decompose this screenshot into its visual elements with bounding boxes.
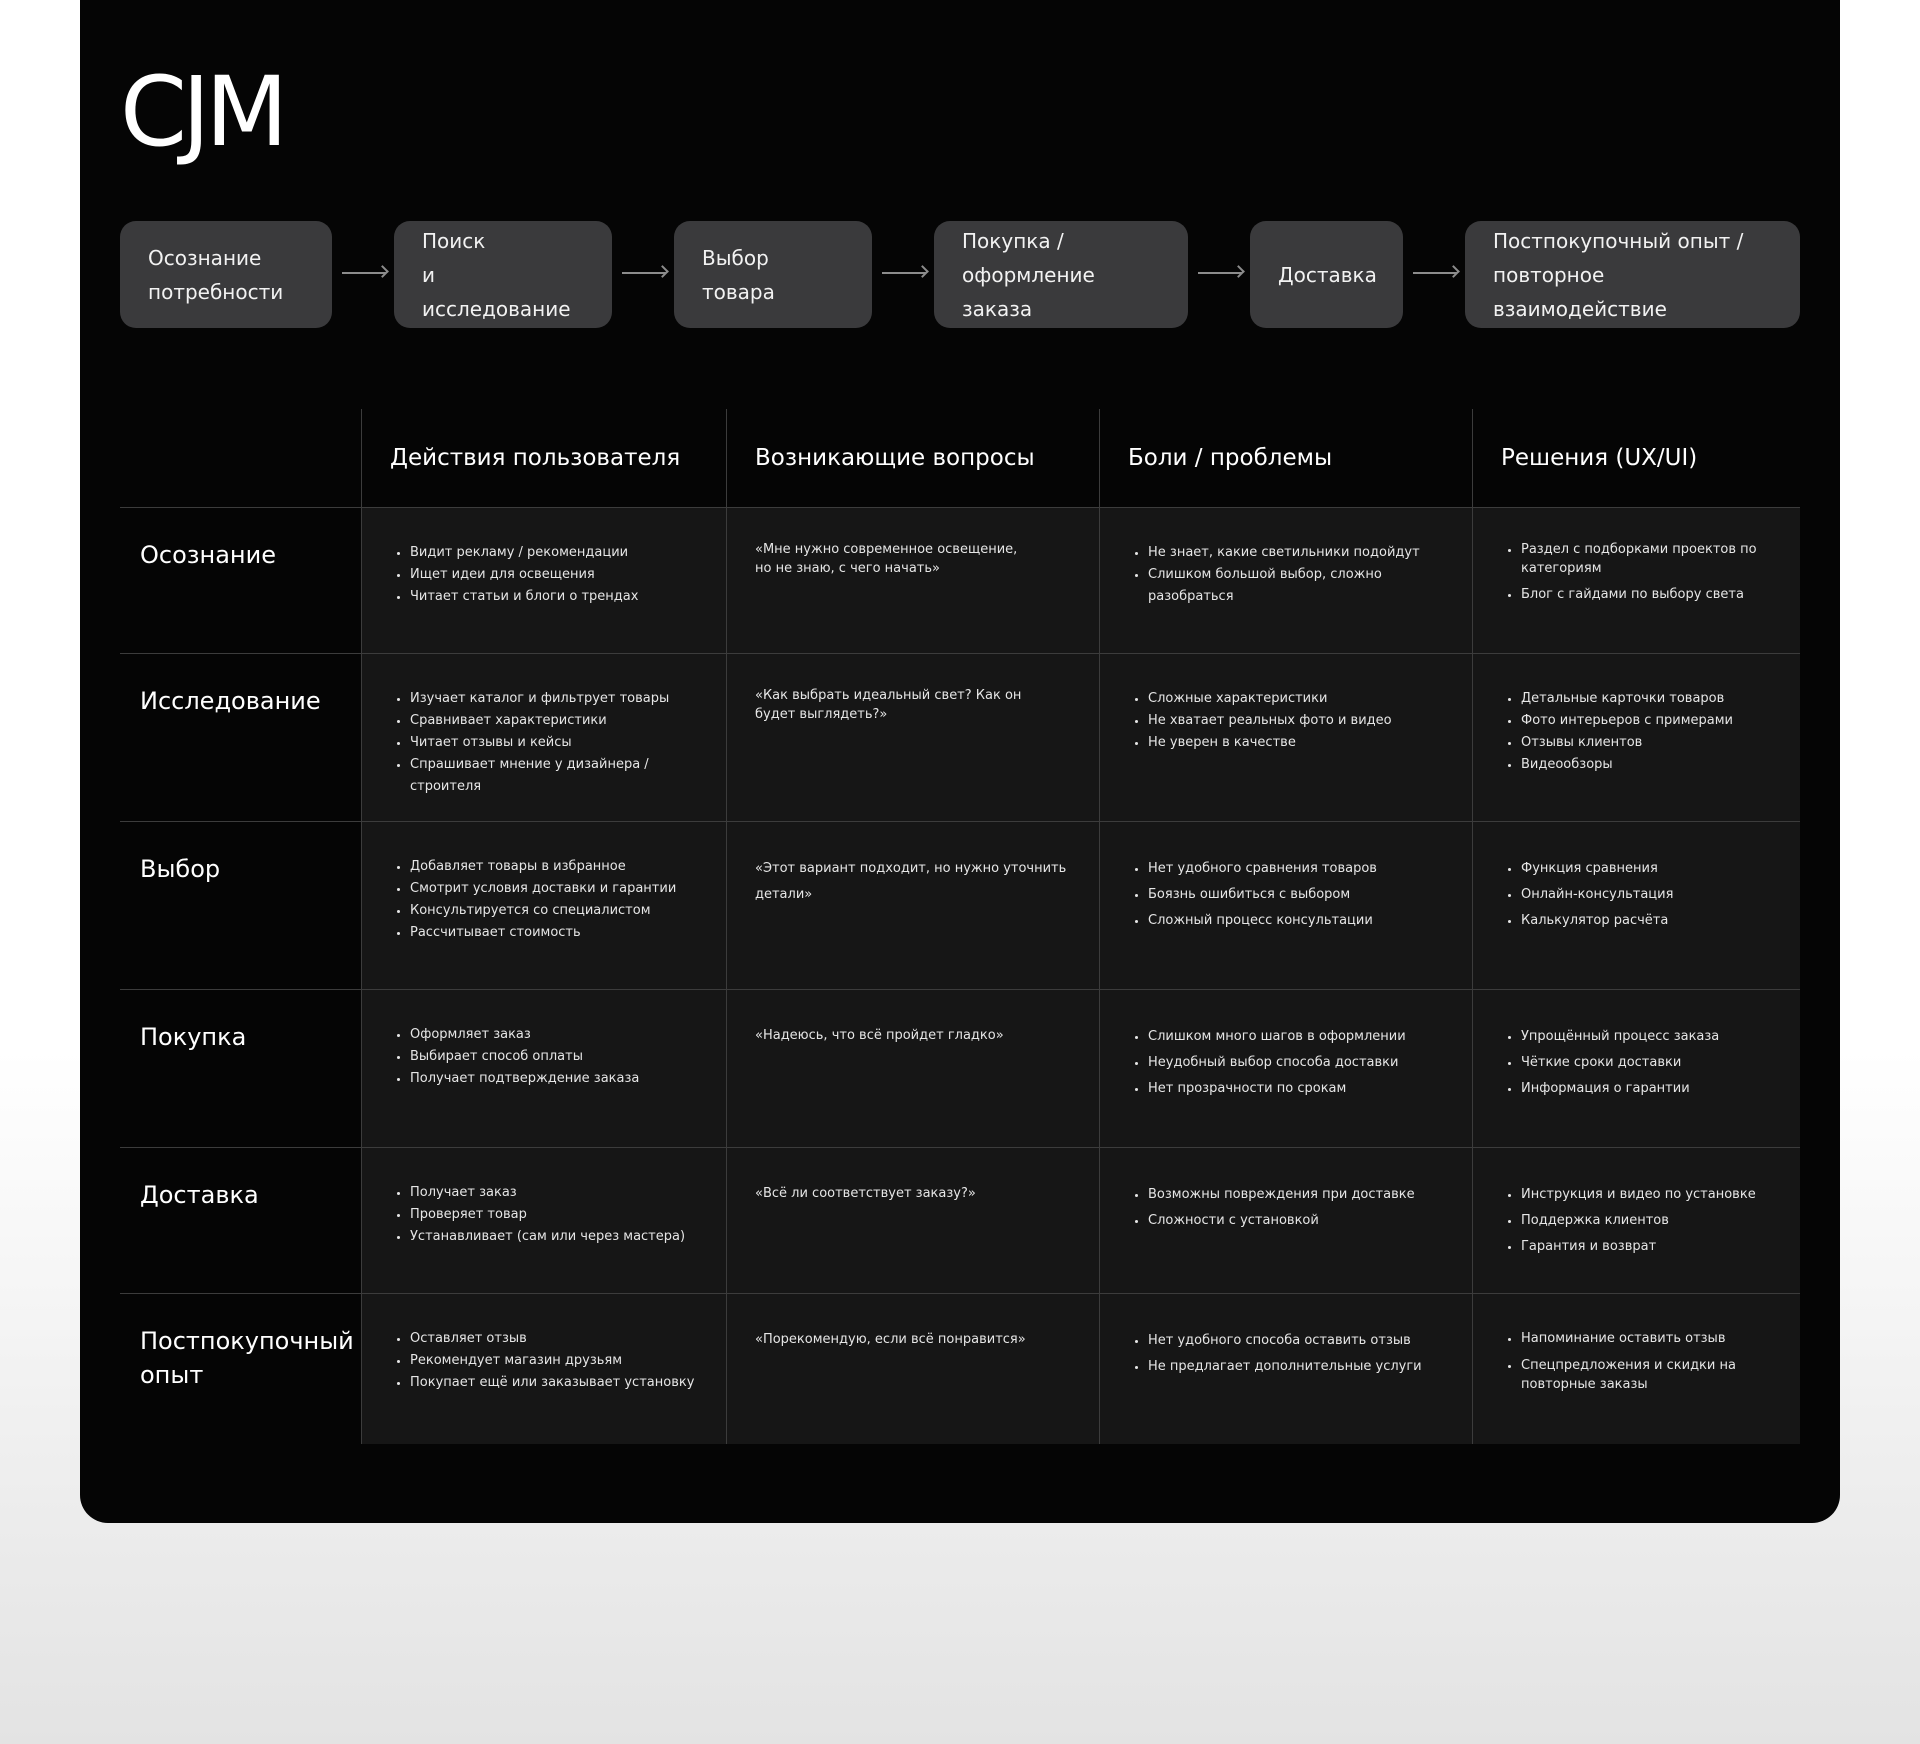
actions-cell	[361, 822, 726, 990]
list-item: • Инструкция и видео по установке	[1521, 1182, 1780, 1208]
list-item: • Информация о гарантии	[1521, 1076, 1780, 1102]
cjm-table	[120, 409, 1800, 1444]
list-item: • Сравнивает характеристики	[410, 710, 706, 732]
list-item: • Не знает, какие светильники подойдут	[1148, 542, 1452, 564]
row-stage-label: Осознание	[120, 508, 361, 654]
actions-cell	[361, 654, 726, 822]
list-item: • Функция сравнения	[1521, 856, 1780, 882]
row-stage-label: Постпокупочный опыт	[120, 1294, 361, 1444]
row-stage-label: Исследование	[120, 654, 361, 822]
flow-stage-search: Поиск и исследование	[394, 221, 612, 328]
list-item: • Отзывы клиентов	[1521, 732, 1780, 754]
solutions-cell	[1472, 822, 1800, 990]
list-item: • Получает подтверждение заказа	[410, 1068, 706, 1090]
solutions-cell	[1472, 990, 1800, 1148]
list-item: • Поддержка клиентов	[1521, 1208, 1780, 1234]
list-item: • Спецпредложения и скидки на повторные заказы	[1521, 1356, 1740, 1394]
arrow-right-icon	[342, 272, 386, 274]
list-item: • Устанавливает (сам или через мастера)	[410, 1226, 706, 1248]
list-item: • Онлайн-консультация	[1521, 882, 1780, 908]
list-item: • Нет удобного способа оставить отзыв	[1148, 1328, 1452, 1354]
solutions-cell	[1472, 1294, 1800, 1444]
row-stage-label: Доставка	[120, 1148, 361, 1294]
list-item: • Нет удобного сравнения товаров	[1148, 856, 1452, 882]
pains-cell	[1099, 654, 1472, 822]
column-header-pains: Боли / проблемы	[1099, 409, 1472, 508]
list-item: • Смотрит условия доставки и гарантии	[410, 878, 706, 900]
list-item: • Добавляет товары в избранное	[410, 856, 706, 878]
question-text: «Этот вариант подходит, но нужно уточнить детали»	[755, 861, 1067, 902]
list-item: • Фото интерьеров с примерами	[1521, 710, 1780, 732]
list-item: • Сложные характеристики	[1148, 688, 1452, 710]
list-item: • Видит рекламу / рекомендации	[410, 542, 706, 564]
list-item: • Гарантия и возврат	[1521, 1234, 1780, 1260]
flow-stage-delivery: Доставка	[1250, 221, 1403, 328]
actions-cell	[361, 1294, 726, 1444]
arrow-right-icon	[622, 272, 666, 274]
list-item: • Раздел с подборками проектов по категориям	[1521, 540, 1760, 578]
question-cell	[726, 1148, 1099, 1294]
pains-cell	[1099, 1148, 1472, 1294]
question-text: «Как выбрать идеальный свет? Как он будет выглядеть?»	[755, 688, 1022, 722]
list-item: • Изучает каталог и фильтрует товары	[410, 688, 706, 710]
journey-flow	[120, 221, 1800, 328]
question-text: «Надеюсь, что всё пройдет гладко»	[755, 1028, 1004, 1043]
list-item: • Слишком большой выбор, сложно разобраться	[1148, 564, 1452, 608]
question-cell	[726, 822, 1099, 990]
page-title: CJM	[120, 56, 284, 168]
actions-cell	[361, 990, 726, 1148]
question-cell	[726, 990, 1099, 1148]
list-item: • Не уверен в качестве	[1148, 732, 1452, 754]
list-item: • Оформляет заказ	[410, 1024, 706, 1046]
question-cell	[726, 1294, 1099, 1444]
list-item: • Консультируется со специалистом	[410, 900, 706, 922]
arrow-right-icon	[1413, 272, 1457, 274]
list-item: • Слишком много шагов в оформлении	[1148, 1024, 1452, 1050]
question-cell	[726, 654, 1099, 822]
column-header-questions: Возникающие вопросы	[726, 409, 1099, 508]
list-item: • Проверяет товар	[410, 1204, 706, 1226]
list-item: • Получает заказ	[410, 1182, 706, 1204]
list-item: • Блог с гайдами по выбору света	[1521, 584, 1760, 606]
list-item: • Видеообзоры	[1521, 754, 1780, 776]
list-item: • Рекомендует магазин друзьям	[410, 1350, 706, 1372]
question-cell	[726, 508, 1099, 654]
table-corner	[120, 409, 361, 508]
list-item: • Спрашивает мнение у дизайнера / строителя	[410, 754, 706, 798]
list-item: • Боязнь ошибиться с выбором	[1148, 882, 1452, 908]
list-item: • Оставляет отзыв	[410, 1328, 706, 1350]
list-item: • Покупает ещё или заказывает установку	[410, 1372, 706, 1394]
list-item: • Неудобный выбор способа доставки	[1148, 1050, 1452, 1076]
list-item: • Упрощённый процесс заказа	[1521, 1024, 1780, 1050]
arrow-right-icon	[1198, 272, 1242, 274]
flow-stage-purchase: Покупка / оформление заказа	[934, 221, 1188, 328]
list-item: • Возможны повреждения при доставке	[1148, 1182, 1452, 1208]
list-item: • Не хватает реальных фото и видео	[1148, 710, 1452, 732]
pains-cell	[1099, 990, 1472, 1148]
list-item: • Рассчитывает стоимость	[410, 922, 706, 944]
pains-cell	[1099, 508, 1472, 654]
row-stage-label: Выбор	[120, 822, 361, 990]
pains-cell	[1099, 1294, 1472, 1444]
list-item: • Детальные карточки товаров	[1521, 688, 1780, 710]
cjm-card	[80, 0, 1840, 1523]
flow-stage-awareness: Осознание потребности	[120, 221, 332, 328]
actions-cell	[361, 508, 726, 654]
arrow-right-icon	[882, 272, 926, 274]
row-stage-label: Покупка	[120, 990, 361, 1148]
actions-cell	[361, 1148, 726, 1294]
list-item: • Сложности с установкой	[1148, 1208, 1452, 1234]
list-item: • Читает статьи и блоги о трендах	[410, 586, 706, 608]
list-item: • Сложный процесс консультации	[1148, 908, 1452, 934]
question-text: «Мне нужно современное освещение, но не знаю, с чего начать»	[755, 542, 1018, 576]
flow-stage-choice: Выбор товара	[674, 221, 872, 328]
column-header-solutions: Решения (UX/UI)	[1472, 409, 1800, 508]
column-header-actions: Действия пользователя	[361, 409, 726, 508]
list-item: • Ищет идеи для освещения	[410, 564, 706, 586]
question-text: «Всё ли соответствует заказу?»	[755, 1186, 976, 1201]
list-item: • Выбирает способ оплаты	[410, 1046, 706, 1068]
question-text: «Порекомендую, если всё понравится»	[755, 1332, 1026, 1347]
solutions-cell	[1472, 654, 1800, 822]
list-item: • Чёткие сроки доставки	[1521, 1050, 1780, 1076]
flow-stage-post-purchase: Постпокупочный опыт / повторное взаимодействие	[1465, 221, 1800, 328]
list-item: • Калькулятор расчёта	[1521, 908, 1780, 934]
list-item: • Читает отзывы и кейсы	[410, 732, 706, 754]
solutions-cell	[1472, 1148, 1800, 1294]
list-item: • Не предлагает дополнительные услуги	[1148, 1354, 1452, 1380]
list-item: • Напоминание оставить отзыв	[1521, 1328, 1740, 1350]
pains-cell	[1099, 822, 1472, 990]
list-item: • Нет прозрачности по срокам	[1148, 1076, 1452, 1102]
solutions-cell	[1472, 508, 1800, 654]
